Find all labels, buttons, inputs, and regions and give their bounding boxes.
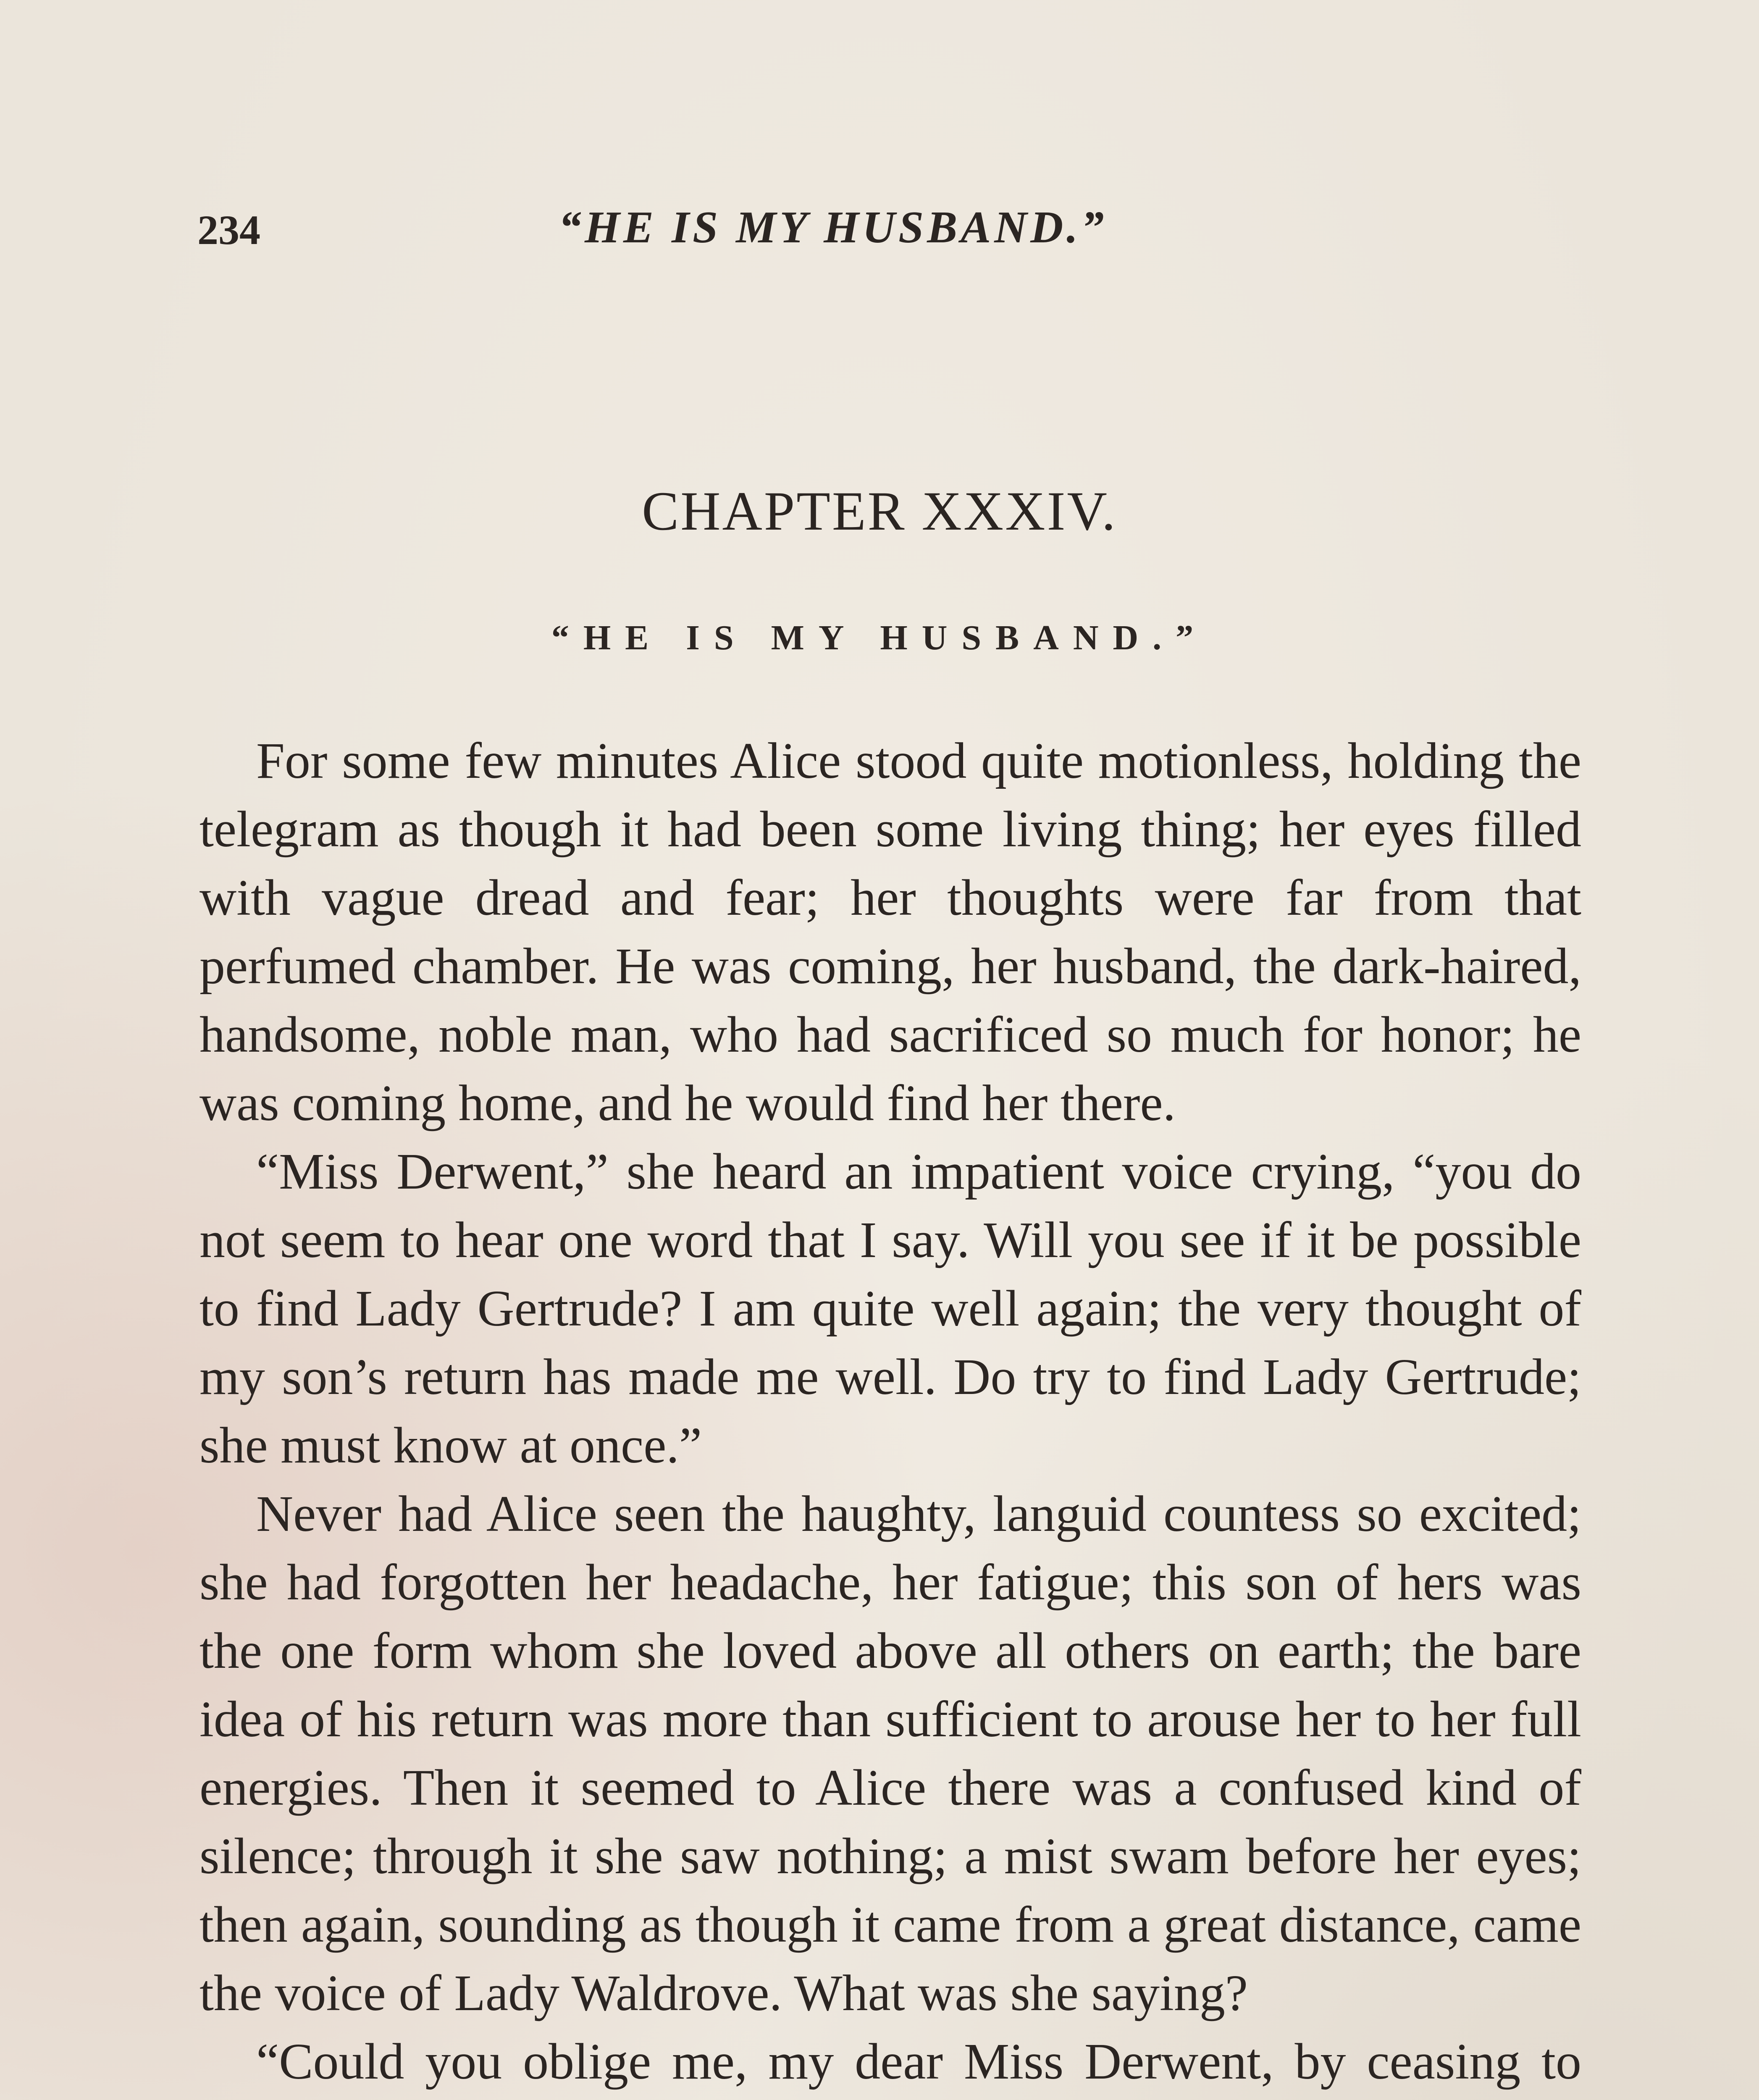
paragraph-4: “Could you oblige me, my dear Miss Derwent, by ceasing to bbox=[256, 2033, 1581, 2090]
paragraph-2: “Miss Derwent,” she heard an impatient voice crying, “you do not seem to hear one word that I say. Will you see if it be possible to find Lady Gertrude? I am quite well again; the very thought of my son’s return has made me well. Do try to find Lady Gertrude; she must know at once.” bbox=[200, 1143, 1581, 1474]
chapter-subtitle: “HE IS MY HUSBAND.” bbox=[551, 618, 1208, 657]
chapter-heading: CHAPTER XXXIV. bbox=[642, 480, 1117, 542]
running-title: “HE IS MY HUSBAND.” bbox=[559, 202, 1108, 252]
paragraph-3: Never had Alice seen the haughty, languid countess so excited; she had forgotten her headache, her fatigue; this son of hers was the one form whom she loved above all others on earth; the bare idea of his return was more than sufficient to arouse her to her full energies. Then it seemed to Alice there was a confused kind of silence; through it she saw nothing; a mist swam before her eyes; then again, sounding as though it came from a great distance, came the voice of Lady Waldrove. What was she saying? bbox=[200, 1486, 1581, 2021]
running-head bbox=[197, 202, 1583, 269]
page-number: 234 bbox=[197, 207, 260, 253]
body-text bbox=[200, 727, 1581, 2100]
paragraph-1: For some few minutes Alice stood quite motionless, holding the telegram as though it had been some living thing; her eyes filled with vague dread and fear; her thoughts were far from that perfumed chamber. He was coming, her husband, the dark-haired, handsome, noble man, who had sacrificed so much for honor; he was coming home, and he would find her there. bbox=[200, 732, 1581, 1131]
